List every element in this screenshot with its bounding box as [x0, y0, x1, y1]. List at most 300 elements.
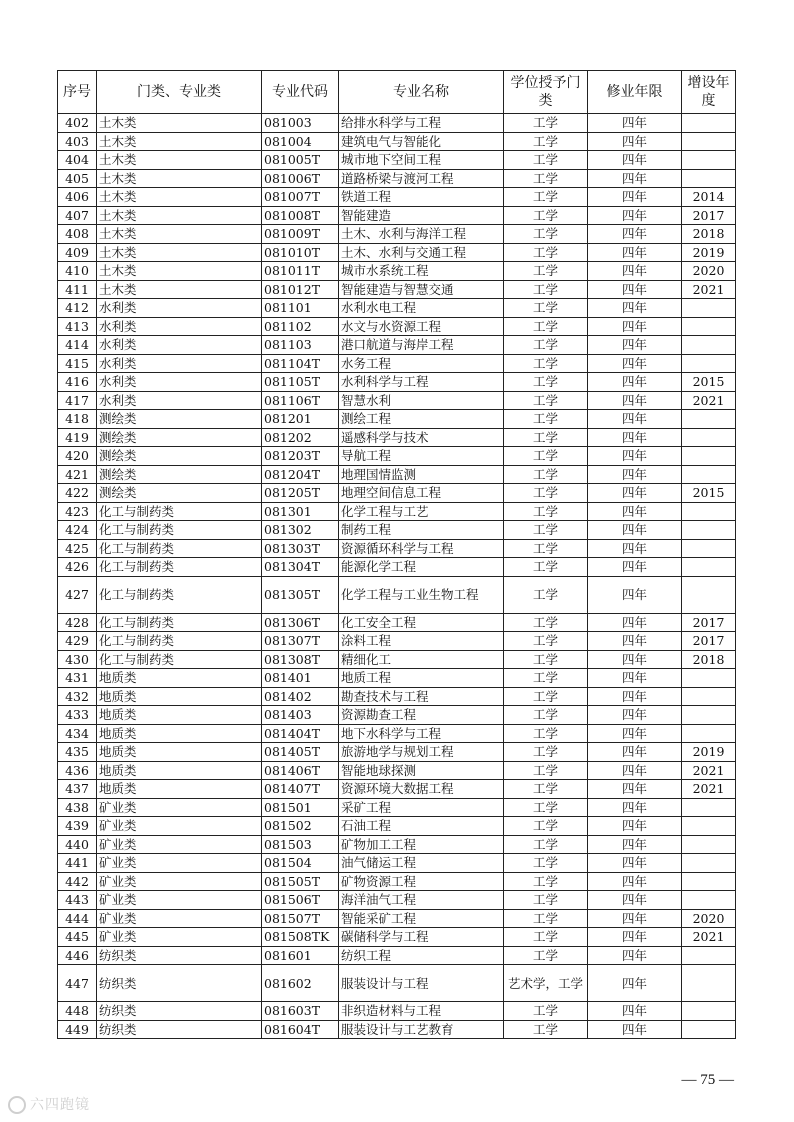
cell-code: 081006T [262, 169, 339, 188]
cell-year-added [682, 891, 736, 910]
cell-index: 402 [58, 114, 97, 133]
cell-degree: 工学 [504, 706, 588, 725]
cell-degree: 工学 [504, 484, 588, 503]
cell-category: 化工与制药类 [97, 632, 262, 651]
cell-index: 414 [58, 336, 97, 355]
cell-index: 425 [58, 539, 97, 558]
cell-degree: 工学 [504, 391, 588, 410]
majors-table [57, 70, 736, 1039]
cell-index: 420 [58, 447, 97, 466]
cell-duration: 四年 [588, 502, 682, 521]
cell-major-name: 地理国情监测 [339, 465, 504, 484]
cell-category: 化工与制药类 [97, 539, 262, 558]
cell-duration: 四年 [588, 484, 682, 503]
cell-code: 081204T [262, 465, 339, 484]
cell-duration: 四年 [588, 336, 682, 355]
table-row [58, 613, 736, 632]
cell-major-name: 化工安全工程 [339, 613, 504, 632]
cell-category: 地质类 [97, 706, 262, 725]
cell-year-added: 2017 [682, 632, 736, 651]
cell-index: 415 [58, 354, 97, 373]
cell-index: 424 [58, 521, 97, 540]
cell-code: 081203T [262, 447, 339, 466]
cell-degree: 工学 [504, 169, 588, 188]
cell-major-name: 碳储科学与工程 [339, 928, 504, 947]
cell-code: 081201 [262, 410, 339, 429]
cell-major-name: 勘查技术与工程 [339, 687, 504, 706]
cell-year-added [682, 151, 736, 170]
cell-duration: 四年 [588, 669, 682, 688]
cell-major-name: 港口航道与海岸工程 [339, 336, 504, 355]
cell-degree: 工学 [504, 576, 588, 613]
cell-duration: 四年 [588, 854, 682, 873]
table-row [58, 817, 736, 836]
cell-degree: 工学 [504, 854, 588, 873]
cell-duration: 四年 [588, 780, 682, 799]
header-category: 门类、专业类 [97, 71, 262, 114]
cell-degree: 工学 [504, 817, 588, 836]
table-row [58, 151, 736, 170]
cell-code: 081405T [262, 743, 339, 762]
cell-duration: 四年 [588, 539, 682, 558]
cell-category: 测绘类 [97, 410, 262, 429]
header-year-added: 增设年度 [682, 71, 736, 114]
cell-duration: 四年 [588, 928, 682, 947]
cell-year-added: 2021 [682, 761, 736, 780]
cell-major-name: 纺织工程 [339, 946, 504, 965]
table-row [58, 687, 736, 706]
cell-major-name: 矿物加工工程 [339, 835, 504, 854]
cell-year-added: 2015 [682, 484, 736, 503]
cell-index: 427 [58, 576, 97, 613]
cell-duration: 四年 [588, 835, 682, 854]
header-index: 序号 [58, 71, 97, 114]
cell-index: 413 [58, 317, 97, 336]
cell-year-added [682, 798, 736, 817]
cell-degree: 工学 [504, 558, 588, 577]
table-row [58, 743, 736, 762]
cell-major-name: 涂料工程 [339, 632, 504, 651]
cell-index: 435 [58, 743, 97, 762]
cell-category: 地质类 [97, 761, 262, 780]
cell-index: 429 [58, 632, 97, 651]
cell-major-name: 铁道工程 [339, 188, 504, 207]
cell-index: 431 [58, 669, 97, 688]
cell-category: 地质类 [97, 743, 262, 762]
cell-year-added: 2017 [682, 613, 736, 632]
cell-duration: 四年 [588, 428, 682, 447]
cell-year-added [682, 114, 736, 133]
cell-year-added: 2020 [682, 909, 736, 928]
cell-duration: 四年 [588, 872, 682, 891]
cell-index: 443 [58, 891, 97, 910]
table-row [58, 872, 736, 891]
table-row [58, 354, 736, 373]
cell-duration: 四年 [588, 206, 682, 225]
cell-duration: 四年 [588, 761, 682, 780]
table-row [58, 669, 736, 688]
cell-code: 081403 [262, 706, 339, 725]
table-row [58, 132, 736, 151]
cell-index: 440 [58, 835, 97, 854]
cell-category: 化工与制药类 [97, 502, 262, 521]
cell-degree: 工学 [504, 336, 588, 355]
cell-category: 矿业类 [97, 928, 262, 947]
cell-major-name: 油气储运工程 [339, 854, 504, 873]
cell-code: 081009T [262, 225, 339, 244]
cell-code: 081307T [262, 632, 339, 651]
cell-category: 土木类 [97, 132, 262, 151]
cell-major-name: 建筑电气与智能化 [339, 132, 504, 151]
table-header [58, 71, 736, 114]
table-row [58, 521, 736, 540]
cell-code: 081102 [262, 317, 339, 336]
cell-index: 411 [58, 280, 97, 299]
cell-index: 442 [58, 872, 97, 891]
cell-year-added: 2018 [682, 225, 736, 244]
cell-year-added [682, 447, 736, 466]
cell-year-added [682, 428, 736, 447]
cell-degree: 工学 [504, 835, 588, 854]
cell-major-name: 地质工程 [339, 669, 504, 688]
cell-duration: 四年 [588, 280, 682, 299]
cell-degree: 工学 [504, 743, 588, 762]
cell-category: 土木类 [97, 262, 262, 281]
cell-category: 纺织类 [97, 946, 262, 965]
cell-degree: 工学 [504, 798, 588, 817]
cell-duration: 四年 [588, 299, 682, 318]
cell-category: 地质类 [97, 724, 262, 743]
cell-major-name: 水务工程 [339, 354, 504, 373]
cell-category: 土木类 [97, 114, 262, 133]
cell-degree: 工学 [504, 132, 588, 151]
cell-category: 测绘类 [97, 484, 262, 503]
cell-year-added: 2021 [682, 928, 736, 947]
cell-category: 化工与制药类 [97, 558, 262, 577]
cell-index: 445 [58, 928, 97, 947]
cell-category: 土木类 [97, 243, 262, 262]
cell-degree: 工学 [504, 428, 588, 447]
cell-year-added [682, 354, 736, 373]
cell-duration: 四年 [588, 447, 682, 466]
cell-degree: 工学 [504, 410, 588, 429]
watermark [8, 1094, 90, 1114]
cell-index: 448 [58, 1002, 97, 1021]
cell-code: 081101 [262, 299, 339, 318]
cell-index: 444 [58, 909, 97, 928]
table-row [58, 558, 736, 577]
cell-index: 432 [58, 687, 97, 706]
cell-major-name: 旅游地学与规划工程 [339, 743, 504, 762]
table-row [58, 946, 736, 965]
cell-year-added [682, 1020, 736, 1039]
cell-major-name: 城市地下空间工程 [339, 151, 504, 170]
cell-degree: 工学 [504, 724, 588, 743]
cell-code: 081202 [262, 428, 339, 447]
table-row [58, 243, 736, 262]
cell-duration: 四年 [588, 354, 682, 373]
cell-category: 化工与制药类 [97, 650, 262, 669]
cell-year-added [682, 1002, 736, 1021]
cell-year-added: 2020 [682, 262, 736, 281]
cell-index: 408 [58, 225, 97, 244]
cell-category: 矿业类 [97, 835, 262, 854]
cell-index: 418 [58, 410, 97, 429]
cell-degree: 工学 [504, 613, 588, 632]
cell-category: 地质类 [97, 687, 262, 706]
cell-degree: 工学 [504, 539, 588, 558]
cell-degree: 工学 [504, 317, 588, 336]
cell-degree: 工学 [504, 891, 588, 910]
table-row [58, 169, 736, 188]
cell-duration: 四年 [588, 317, 682, 336]
cell-year-added [682, 687, 736, 706]
cell-major-name: 地下水科学与工程 [339, 724, 504, 743]
cell-duration: 四年 [588, 613, 682, 632]
cell-category: 水利类 [97, 317, 262, 336]
cell-code: 081604T [262, 1020, 339, 1039]
table-body [58, 114, 736, 1039]
cell-index: 422 [58, 484, 97, 503]
table-row [58, 225, 736, 244]
table-row [58, 1020, 736, 1039]
table-row [58, 761, 736, 780]
cell-major-name: 资源环境大数据工程 [339, 780, 504, 799]
table-row [58, 447, 736, 466]
cell-duration: 四年 [588, 243, 682, 262]
cell-major-name: 城市水系统工程 [339, 262, 504, 281]
watermark-text: 六四跑镜 [30, 1097, 90, 1113]
cell-major-name: 土木、水利与海洋工程 [339, 225, 504, 244]
cell-index: 416 [58, 373, 97, 392]
cell-degree: 工学 [504, 225, 588, 244]
cell-degree: 工学 [504, 465, 588, 484]
cell-degree: 工学 [504, 669, 588, 688]
cell-major-name: 海洋油气工程 [339, 891, 504, 910]
cell-year-added [682, 965, 736, 1002]
cell-index: 437 [58, 780, 97, 799]
cell-degree: 工学 [504, 188, 588, 207]
cell-category: 土木类 [97, 206, 262, 225]
cell-duration: 四年 [588, 650, 682, 669]
cell-degree: 工学 [504, 262, 588, 281]
cell-major-name: 化学工程与工艺 [339, 502, 504, 521]
cell-degree: 工学 [504, 280, 588, 299]
cell-year-added [682, 521, 736, 540]
cell-duration: 四年 [588, 743, 682, 762]
cell-index: 433 [58, 706, 97, 725]
cell-year-added [682, 669, 736, 688]
cell-index: 434 [58, 724, 97, 743]
cell-code: 081501 [262, 798, 339, 817]
cell-major-name: 智能采矿工程 [339, 909, 504, 928]
cell-duration: 四年 [588, 1020, 682, 1039]
cell-major-name: 土木、水利与交通工程 [339, 243, 504, 262]
cell-index: 403 [58, 132, 97, 151]
cell-major-name: 矿物资源工程 [339, 872, 504, 891]
cell-index: 449 [58, 1020, 97, 1039]
cell-major-name: 制药工程 [339, 521, 504, 540]
cell-category: 矿业类 [97, 891, 262, 910]
cell-code: 081402 [262, 687, 339, 706]
cell-degree: 工学 [504, 632, 588, 651]
cell-duration: 四年 [588, 817, 682, 836]
cell-duration: 四年 [588, 188, 682, 207]
cell-code: 081404T [262, 724, 339, 743]
table-row [58, 780, 736, 799]
cell-category: 化工与制药类 [97, 576, 262, 613]
cell-degree: 工学 [504, 151, 588, 170]
cell-duration: 四年 [588, 373, 682, 392]
cell-code: 081508TK [262, 928, 339, 947]
cell-year-added [682, 132, 736, 151]
cell-degree: 工学 [504, 909, 588, 928]
cell-index: 412 [58, 299, 97, 318]
cell-index: 423 [58, 502, 97, 521]
cell-code: 081008T [262, 206, 339, 225]
cell-duration: 四年 [588, 706, 682, 725]
cell-category: 土木类 [97, 151, 262, 170]
table-row [58, 706, 736, 725]
cell-year-added [682, 317, 736, 336]
cell-year-added: 2015 [682, 373, 736, 392]
table-row [58, 576, 736, 613]
cell-index: 436 [58, 761, 97, 780]
cell-code: 081504 [262, 854, 339, 873]
cell-category: 测绘类 [97, 465, 262, 484]
cell-major-name: 水文与水资源工程 [339, 317, 504, 336]
cell-degree: 工学 [504, 447, 588, 466]
cell-code: 081301 [262, 502, 339, 521]
page-number: — 75 — [681, 1072, 734, 1088]
cell-category: 化工与制药类 [97, 613, 262, 632]
cell-index: 441 [58, 854, 97, 873]
cell-duration: 四年 [588, 114, 682, 133]
cell-degree: 工学 [504, 1002, 588, 1021]
cell-degree: 工学 [504, 928, 588, 947]
cell-major-name: 能源化学工程 [339, 558, 504, 577]
table-row [58, 317, 736, 336]
table-row [58, 798, 736, 817]
cell-category: 土木类 [97, 188, 262, 207]
cell-category: 地质类 [97, 669, 262, 688]
cell-category: 水利类 [97, 299, 262, 318]
cell-category: 测绘类 [97, 447, 262, 466]
cell-year-added [682, 465, 736, 484]
cell-year-added [682, 336, 736, 355]
cell-duration: 四年 [588, 410, 682, 429]
table-row [58, 391, 736, 410]
cell-duration: 四年 [588, 946, 682, 965]
cell-degree: 工学 [504, 687, 588, 706]
cell-code: 081506T [262, 891, 339, 910]
table-row [58, 410, 736, 429]
cell-duration: 四年 [588, 558, 682, 577]
cell-year-added: 2019 [682, 243, 736, 262]
cell-year-added [682, 169, 736, 188]
cell-duration: 四年 [588, 891, 682, 910]
cell-category: 纺织类 [97, 1002, 262, 1021]
cell-major-name: 水利水电工程 [339, 299, 504, 318]
cell-year-added [682, 706, 736, 725]
cell-code: 081304T [262, 558, 339, 577]
cell-code: 081507T [262, 909, 339, 928]
cell-year-added: 2017 [682, 206, 736, 225]
cell-degree: 工学 [504, 299, 588, 318]
cell-degree: 工学 [504, 946, 588, 965]
cell-major-name: 服装设计与工程 [339, 965, 504, 1002]
cell-category: 地质类 [97, 780, 262, 799]
cell-code: 081003 [262, 114, 339, 133]
cell-year-added: 2019 [682, 743, 736, 762]
header-code: 专业代码 [262, 71, 339, 114]
cell-duration: 四年 [588, 909, 682, 928]
cell-year-added [682, 946, 736, 965]
cell-year-added [682, 576, 736, 613]
cell-category: 纺织类 [97, 1020, 262, 1039]
cell-year-added [682, 410, 736, 429]
cell-degree: 工学 [504, 354, 588, 373]
cell-degree: 工学 [504, 780, 588, 799]
cell-year-added [682, 299, 736, 318]
table-row [58, 188, 736, 207]
cell-code: 081406T [262, 761, 339, 780]
cell-index: 446 [58, 946, 97, 965]
table-row [58, 465, 736, 484]
cell-code: 081407T [262, 780, 339, 799]
cell-year-added [682, 502, 736, 521]
cell-index: 407 [58, 206, 97, 225]
cell-degree: 工学 [504, 521, 588, 540]
cell-code: 081306T [262, 613, 339, 632]
cell-duration: 四年 [588, 169, 682, 188]
cell-year-added [682, 854, 736, 873]
cell-duration: 四年 [588, 632, 682, 651]
cell-year-added: 2021 [682, 391, 736, 410]
cell-major-name: 化学工程与工业生物工程 [339, 576, 504, 613]
cell-duration: 四年 [588, 576, 682, 613]
cell-year-added: 2021 [682, 280, 736, 299]
cell-duration: 四年 [588, 798, 682, 817]
cell-index: 404 [58, 151, 97, 170]
cell-code: 081602 [262, 965, 339, 1002]
cell-major-name: 石油工程 [339, 817, 504, 836]
cell-code: 081010T [262, 243, 339, 262]
cell-category: 矿业类 [97, 872, 262, 891]
cell-index: 439 [58, 817, 97, 836]
cell-category: 土木类 [97, 225, 262, 244]
cell-index: 430 [58, 650, 97, 669]
cell-year-added [682, 724, 736, 743]
document-page [57, 70, 735, 1039]
cell-year-added: 2018 [682, 650, 736, 669]
cell-major-name: 智能地球探测 [339, 761, 504, 780]
table-row [58, 965, 736, 1002]
table-row [58, 206, 736, 225]
table-row [58, 650, 736, 669]
cell-index: 419 [58, 428, 97, 447]
cell-degree: 工学 [504, 502, 588, 521]
cell-code: 081103 [262, 336, 339, 355]
cell-major-name: 精细化工 [339, 650, 504, 669]
table-row [58, 502, 736, 521]
cell-code: 081305T [262, 576, 339, 613]
cell-degree: 工学 [504, 243, 588, 262]
header-row [58, 71, 736, 114]
cell-duration: 四年 [588, 151, 682, 170]
cell-index: 438 [58, 798, 97, 817]
cell-code: 081007T [262, 188, 339, 207]
